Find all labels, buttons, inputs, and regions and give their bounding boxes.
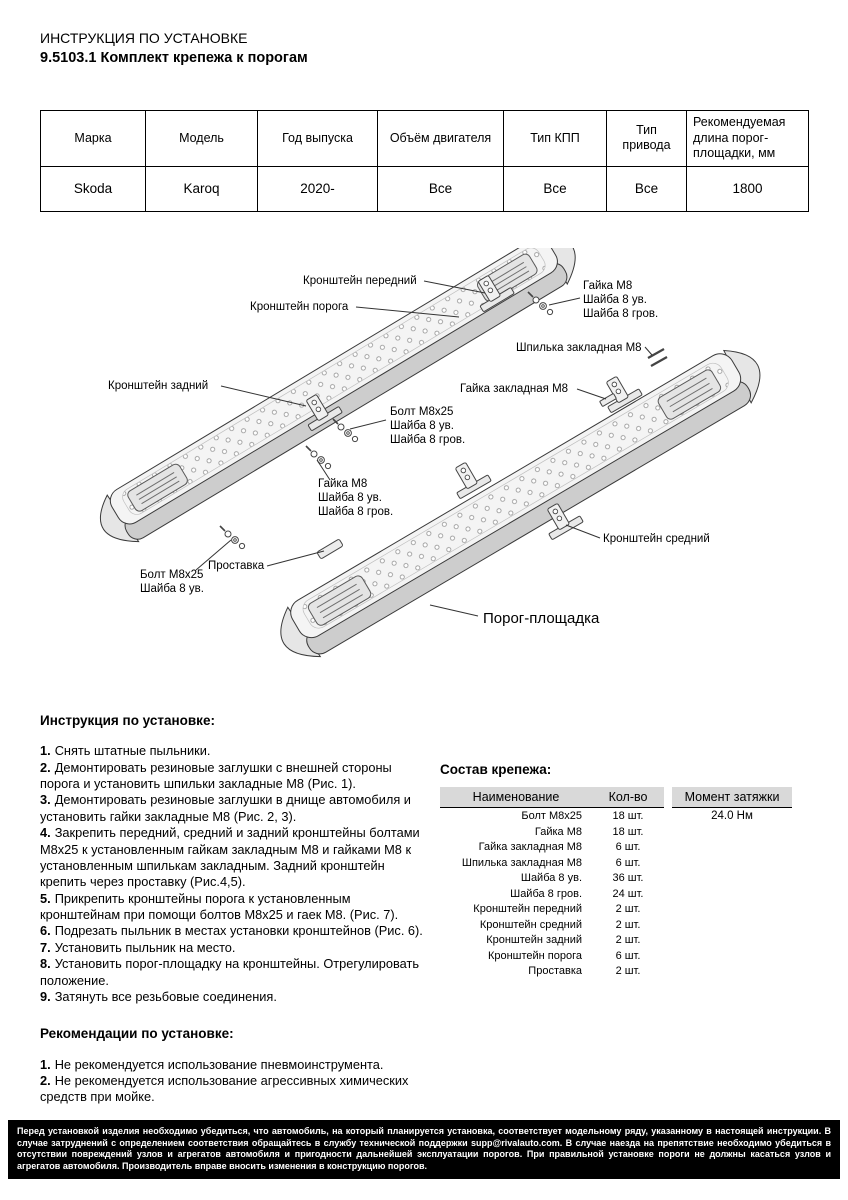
spec-table bbox=[40, 110, 809, 212]
label-captive-nut: Гайка закладная М8 bbox=[460, 383, 569, 395]
spec-col-gearbox: Тип КПП bbox=[504, 111, 607, 167]
instruction-item: 3. Демонтировать резиновые заглушки в днище автомобиля и установить гайки закладные М8 (Рис. 2, 3). bbox=[40, 792, 411, 824]
label-bracket-front: Кронштейн передний bbox=[303, 275, 417, 287]
kit-row: Шпилька закладная М8 6 шт. bbox=[461, 856, 641, 869]
kit-row: Гайка закладная М8 6 шт. bbox=[478, 841, 641, 854]
spec-header-row bbox=[41, 111, 809, 167]
label-spacer: Проставка bbox=[208, 560, 265, 572]
bolt-stack-mid bbox=[333, 419, 358, 442]
spec-col-length: Рекомендуемая длина порог-площадки, мм bbox=[687, 111, 809, 167]
spec-drive: Все bbox=[607, 166, 687, 211]
nut-stack-bottom bbox=[306, 446, 331, 469]
label-bolt-left: Болт М8х25 Шайба 8 ув. bbox=[140, 569, 204, 595]
kit-title: Состав крепежа: bbox=[440, 762, 552, 777]
kit-row: Болт М8х25 18 шт. 24.0 Нм bbox=[440, 808, 792, 825]
kit-header-row bbox=[440, 787, 792, 808]
label-bolt-mid: Болт М8х25 Шайба 8 ув. Шайба 8 гров. bbox=[390, 406, 466, 446]
kit-table bbox=[440, 787, 792, 979]
spacer-part bbox=[317, 539, 343, 559]
exploded-view-diagram bbox=[0, 248, 848, 668]
doc-title: ИНСТРУКЦИЯ ПО УСТАНОВКЕ bbox=[40, 30, 248, 46]
spec-col-drive: Тип привода bbox=[607, 111, 687, 167]
instructions-title: Инструкция по установке: bbox=[40, 713, 215, 728]
spec-col-model: Модель bbox=[146, 111, 258, 167]
spec-col-year: Год выпуска bbox=[258, 111, 378, 167]
recommendation-item: 1. Не рекомендуется использование пневмоинструмента. bbox=[40, 1056, 384, 1072]
kit-col-name: Наименование bbox=[440, 787, 592, 808]
instruction-item: 4. Закрепить передний, средний и задний кронштейны болтами М8х25 к установленным гайкам закладным М8 и гайками М8 к установленным шпилькам закладным. Задний кронштейн крепить через проставку (Рис.4,5). bbox=[40, 825, 420, 890]
instruction-item: 1. Снять штатные пыльники. bbox=[40, 743, 211, 759]
kit-row: Кронштейн передний 2 шт. bbox=[473, 903, 641, 916]
instruction-item: 5. Прикрепить кронштейны порога к установленным кронштейнам при помощи болтов М8х25 и гаек М8. (Рис. 7). bbox=[40, 890, 399, 923]
kit-row: Кронштейн средний 2 шт. bbox=[479, 918, 641, 931]
torque-value: 24.0 Нм bbox=[711, 809, 753, 822]
spec-brand: Skoda bbox=[41, 166, 146, 211]
doc-header bbox=[40, 30, 308, 66]
spec-length: 1800 bbox=[687, 166, 809, 211]
spec-col-brand: Марка bbox=[41, 111, 146, 167]
kit-row: Проставка 2 шт. bbox=[528, 965, 641, 978]
stud-parts bbox=[648, 349, 667, 366]
spec-col-engine: Объём двигателя bbox=[378, 111, 504, 167]
kit-row: Кронштейн задний 2 шт. bbox=[486, 934, 641, 947]
spec-engine: Все bbox=[378, 166, 504, 211]
kit-row: Шайба 8 гров. 24 шт. bbox=[510, 887, 644, 900]
kit-row: Кронштейн порога 6 шт. bbox=[487, 949, 641, 962]
label-stud: Шпилька закладная М8 bbox=[516, 342, 642, 354]
kit-header-gap bbox=[664, 787, 672, 808]
label-nut-bottom: Гайка М8 Шайба 8 ув. Шайба 8 гров. bbox=[318, 478, 394, 518]
kit-row: Шайба 8 ув. 36 шт. bbox=[520, 872, 644, 885]
label-nut-top: Гайка М8 Шайба 8 ув. Шайба 8 гров. bbox=[583, 280, 659, 320]
recommendation-item: 2. Не рекомендуется использование агрессивных химических средств при мойке. bbox=[40, 1072, 409, 1105]
bolt-stack-left bbox=[220, 526, 245, 549]
label-bracket-sill: Кронштейн порога bbox=[250, 301, 349, 313]
kit-col-torque: Момент затяжки bbox=[672, 787, 792, 808]
instruction-item: 8. Установить порог-площадку на кронштейны. Отрегулировать положение. bbox=[40, 956, 420, 988]
label-bracket-rear: Кронштейн задний bbox=[108, 380, 209, 392]
spec-gearbox: Все bbox=[504, 166, 607, 211]
label-bracket-middle: Кронштейн средний bbox=[603, 533, 710, 545]
instruction-item: 7. Установить пыльник на место. bbox=[40, 939, 236, 955]
kit-col-qty: Кол-во bbox=[592, 787, 664, 808]
instructions-section bbox=[40, 712, 432, 1106]
kit-section bbox=[440, 762, 812, 979]
label-board: Порог-площадка bbox=[483, 610, 600, 627]
spec-data-row bbox=[41, 166, 809, 211]
instruction-item: 9. Затянуть все резьбовые соединения. bbox=[40, 988, 277, 1004]
footer-disclaimer: Перед установкой изделия необходимо убедиться, что автомобиль, на который планируется установка, соответствует модельному ряду, указанному в настоящей инструкции. В случае затруднений с определением соответствия обращайтесь в службу технической поддержки supp@rivalauto.com. В случае наезда на препятствие необходимо убедиться в отсутствии повреждений узлов и агрегатов автомобиля и пригодности дальнейшей эксплуатации порогов. При правильной установке пороги не должны касаться узлов и агрегатов автомобиля. Производитель вправе вносить изменения в конструкцию порогов. bbox=[8, 1120, 840, 1179]
instruction-item: 2. Демонтировать резиновые заглушки с внешней стороны порога и установить шпильки закладные М8 (Рис. 1). bbox=[40, 759, 392, 792]
doc-subtitle: 9.5103.1 Комплект крепежа к порогам bbox=[40, 50, 308, 66]
spec-model: Karoq bbox=[146, 166, 258, 211]
recommendations-title: Рекомендации по установке: bbox=[40, 1026, 234, 1042]
spec-year: 2020- bbox=[258, 166, 378, 211]
kit-row: Гайка М8 18 шт. bbox=[534, 825, 644, 838]
instruction-item: 6. Подрезать пыльник в местах установки кронштейнов (Рис. 6). bbox=[40, 923, 423, 939]
